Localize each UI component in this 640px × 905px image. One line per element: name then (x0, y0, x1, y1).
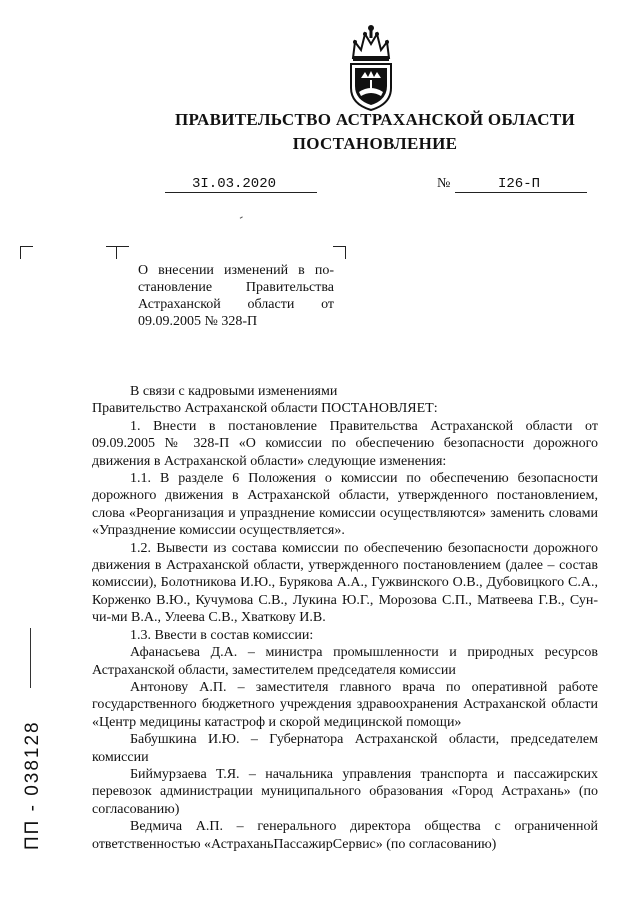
body-paragraph: Биймурзаева Т.Я. – начальника управления транспорта и пассажирских перевозок администрации муниципального образования «Город Астрахань» (по согласованию) (92, 766, 598, 817)
document-date: 3I.03.2020 (192, 176, 277, 192)
subject-line: Астраханской области от (138, 297, 334, 312)
body-paragraph: Афанасьева Д.А. – министра промышленности и природных ресурсов Астраханской области, заместителем председателя комиссии (92, 645, 598, 678)
subject-line: 09.09.2005 № 328-П (138, 314, 258, 329)
document-number: I26-П (498, 176, 541, 192)
coat-of-arms-emblem (343, 22, 399, 112)
document-type-title: ПОСТАНОВЛЕНИЕ (292, 134, 458, 153)
organization-title: ПРАВИТЕЛЬСТВО АСТРАХАНСКОЙ ОБЛАСТИ (175, 110, 575, 129)
body-paragraph: Бабушкина И.Ю. – Губернатора Астраханской области, председателем комиссии (92, 732, 598, 765)
document-body (92, 383, 598, 853)
body-paragraph: 1.1. В разделе 6 Положения о комиссии по обеспечению безопасности дорожного движения в Астраханской области, утвержденного постановлением, слова «Реорганизация и упразднение комиссии осуществляются» заменить словами «Упразднение комиссии осуществляется». (92, 471, 598, 539)
document-subject (138, 262, 334, 330)
scan-mark (240, 216, 244, 219)
subject-line: О внесении изменений в по- (138, 263, 334, 278)
number-sign: № (437, 176, 451, 191)
body-paragraph: Антонову А.П. – заместителя главного врача по оперативной работе государственного бюджетного учреждения здравоохранения Астраханской области «Центр медицины катастроф и скорой медицинской помощи» (92, 679, 598, 730)
number-underline (455, 192, 587, 193)
body-paragraph: 1.3. Ввести в состав комиссии: (130, 627, 314, 643)
date-underline (165, 192, 317, 193)
body-paragraph: Правительство Астраханской области ПОСТАНОВЛЯЕТ: (92, 401, 438, 417)
corner-mark-left (20, 246, 33, 259)
body-paragraph: 1. Внести в постановление Правительства Астраханской области от 09.09.2005 № 328-П «О комиссии по обеспечению безопасности дорожного движения в Астраханской области» следующие изменения: (92, 418, 598, 469)
serial-stamp (18, 714, 44, 852)
serial-number: ПП - 038128 (22, 720, 43, 850)
corner-mark-right (333, 246, 346, 259)
subject-line: становление Правительства (138, 280, 334, 295)
corner-mark-mid-right (116, 246, 129, 259)
margin-line (30, 628, 31, 688)
body-paragraph: 1.2. Вывести из состава комиссии по обеспечению безопасности дорожного движения в Астраханской области, утвержденного постановлением (далее – состав комиссии), Болотникова И.Ю., Бурякова А.А., Гужвинского О.В., Дубовицкого С.А., Корженко В.Ю., Кучумова С.В., Лукина Ю.Г., Морозова С.П., Матвеева Г.В., Сун-чи-ми В.А., Улеева С.В., Хваткову И.В. (92, 540, 598, 626)
body-paragraph: Ведмича А.П. – генерального директора общества с ограниченной ответственностью «АстраханьПассажирСервис» (по согласованию) (92, 819, 598, 852)
body-paragraph: В связи с кадровыми изменениями (130, 384, 338, 399)
